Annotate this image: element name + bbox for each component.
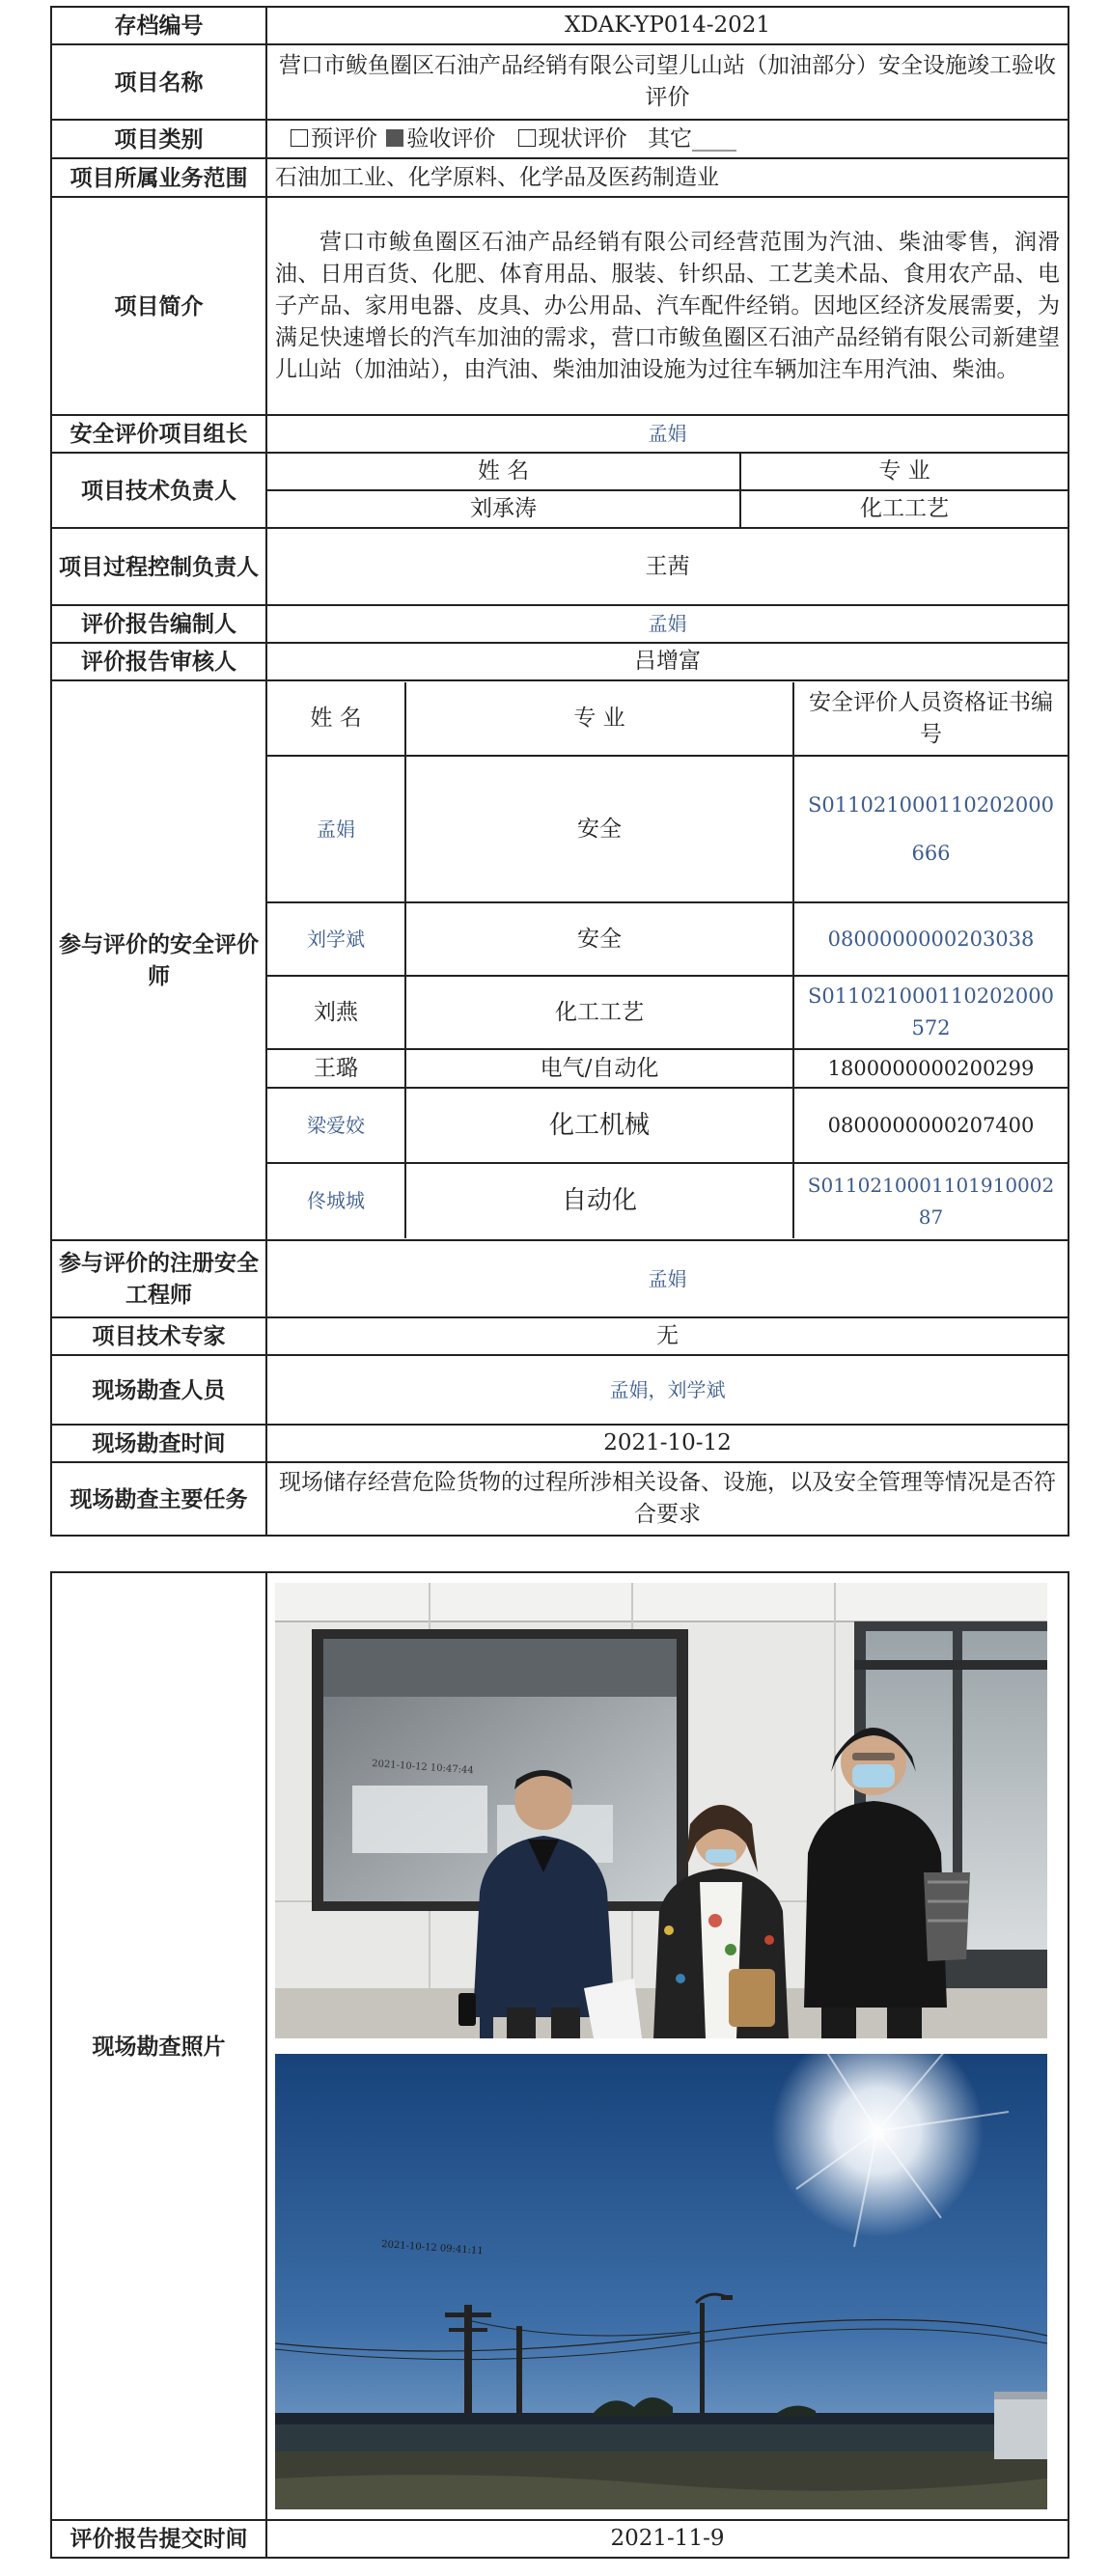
evaluator-cert: 0800000000207400 [793,1088,1068,1163]
tech-lead-name: 刘承涛 [267,490,740,527]
table-row [267,1088,1068,1163]
intro-label: 项目简介 [51,197,266,415]
reviewer-value: 吕增富 [266,643,1068,680]
photos-cell [266,1572,1068,2520]
project-type-options [266,120,1068,158]
evaluator-name: 刘燕 [267,976,405,1049]
site-photo-sky [275,2054,1047,2509]
tech-expert-value: 无 [266,1317,1068,1355]
project-name-value: 营口市鲅鱼圈区石油产品经销有限公司望儿山站（加油部分）安全设施竣工验收评价 [266,44,1068,120]
project-type-label: 项目类别 [51,120,266,158]
archive-no-label: 存档编号 [51,7,266,44]
site-photo-people [275,1583,1047,2038]
business-scope-label: 项目所属业务范围 [51,158,266,197]
tech-lead-label: 项目技术负责人 [51,453,266,528]
evaluator-cert: S011021000110191000287 [793,1163,1068,1238]
evaluator-name: 佟城城 [267,1163,405,1238]
info-table [50,6,1069,1537]
survey-time-label: 现场勘查时间 [51,1425,266,1462]
survey-task-value: 现场储存经营危险货物的过程所涉相关设备、设施，以及安全管理等情况是否符合要求 [266,1462,1068,1536]
evaluators-col-cert: 安全评价人员资格证书编号 [793,682,1068,756]
evaluator-cert: 1800000000200299 [793,1049,1068,1088]
evaluators-cell [266,680,1068,1240]
evaluator-major: 安全 [405,902,793,976]
submit-time-label: 评价报告提交时间 [51,2520,266,2558]
evaluator-major: 化工工艺 [405,976,793,1049]
process-lead-label: 项目过程控制负责人 [51,528,266,605]
table-row [267,1049,1068,1088]
evaluator-major: 电气/自动化 [405,1049,793,1088]
evaluator-name: 刘学斌 [267,902,405,976]
option-status-eval: 现状评价 [538,125,627,152]
tech-expert-label: 项目技术专家 [51,1317,266,1355]
survey-staff-label: 现场勘查人员 [51,1355,266,1425]
photo-timestamp-2: 2021-10-12 09:41:11 [380,2239,485,2257]
evaluators-col-major: 专 业 [405,682,793,756]
survey-staff-value: 孟娟，刘学斌 [266,1355,1068,1425]
table-row [267,756,1068,902]
checkbox-status-eval[interactable] [518,129,536,147]
tech-lead-col-major: 专 业 [740,454,1068,490]
tech-lead-major: 化工工艺 [740,490,1068,527]
intro-value: 营口市鲅鱼圈区石油产品经销有限公司经营范围为汽油、柴油零售，润滑油、日用百货、化肥、体育用品、服装、针织品、工艺美术品、食用农产品、电子产品、家用电器、皮具、办公用品、汽车配件经销。因地区经济发展需要，为满足快速增长的汽车加油的需求，营口市鲅鱼圈区石油产品经销有限公司新建望儿山站（加油站），由汽油、柴油加油设施为过往车辆加注车用汽油、柴油。 [266,197,1068,415]
evaluator-name: 梁爱姣 [267,1088,405,1163]
photo-table [50,1571,1069,2559]
checkbox-acceptance-eval[interactable] [386,129,403,147]
reviewer-label: 评价报告审核人 [51,643,266,680]
option-acceptance-eval: 验收评价 [406,125,496,152]
survey-task-label: 现场勘查主要任务 [51,1462,266,1536]
team-leader-label: 安全评价项目组长 [51,415,266,453]
evaluator-name: 王璐 [267,1049,405,1088]
evaluators-col-name: 姓 名 [267,682,405,756]
process-lead-value: 王茜 [266,528,1068,605]
archive-no-value: XDAK-YP014-2021 [266,7,1068,44]
table-row [267,902,1068,976]
checkbox-pre-eval[interactable] [291,129,308,147]
photos-label: 现场勘查照片 [51,1572,266,2520]
submit-time-value: 2021-11-9 [266,2520,1068,2558]
team-leader-value: 孟娟 [266,415,1068,453]
evaluator-cert: S011021000110202000666 [793,756,1068,902]
evaluator-major: 自动化 [405,1163,793,1238]
tech-lead-col-name: 姓 名 [267,454,740,490]
evaluators-label: 参与评价的安全评价师 [51,680,266,1240]
evaluator-cert: 0800000000203038 [793,902,1068,976]
compiler-label: 评价报告编制人 [51,605,266,643]
evaluator-name: 孟娟 [267,756,405,902]
evaluator-cert: S011021000110202000572 [793,976,1068,1049]
compiler-value: 孟娟 [266,605,1068,643]
survey-time-value: 2021-10-12 [266,1425,1068,1462]
evaluator-major: 安全 [405,756,793,902]
photo-timestamp-1: 2021-10-12 10:47:44 [371,1759,475,1777]
reg-engineer-value: 孟娟 [266,1240,1068,1317]
table-row [267,1163,1068,1238]
tech-lead-table [267,454,1068,527]
option-other: 其它____ [647,125,736,152]
business-scope-value: 石油加工业、化学原料、化学品及医药制造业 [266,158,1068,197]
evaluator-major: 化工机械 [405,1088,793,1163]
evaluators-table [267,682,1068,1238]
project-name-label: 项目名称 [51,44,266,120]
table-row [267,976,1068,1049]
option-pre-eval: 预评价 [311,125,377,152]
tech-lead-cell [266,453,1068,528]
reg-engineer-label: 参与评价的注册安全工程师 [51,1240,266,1317]
